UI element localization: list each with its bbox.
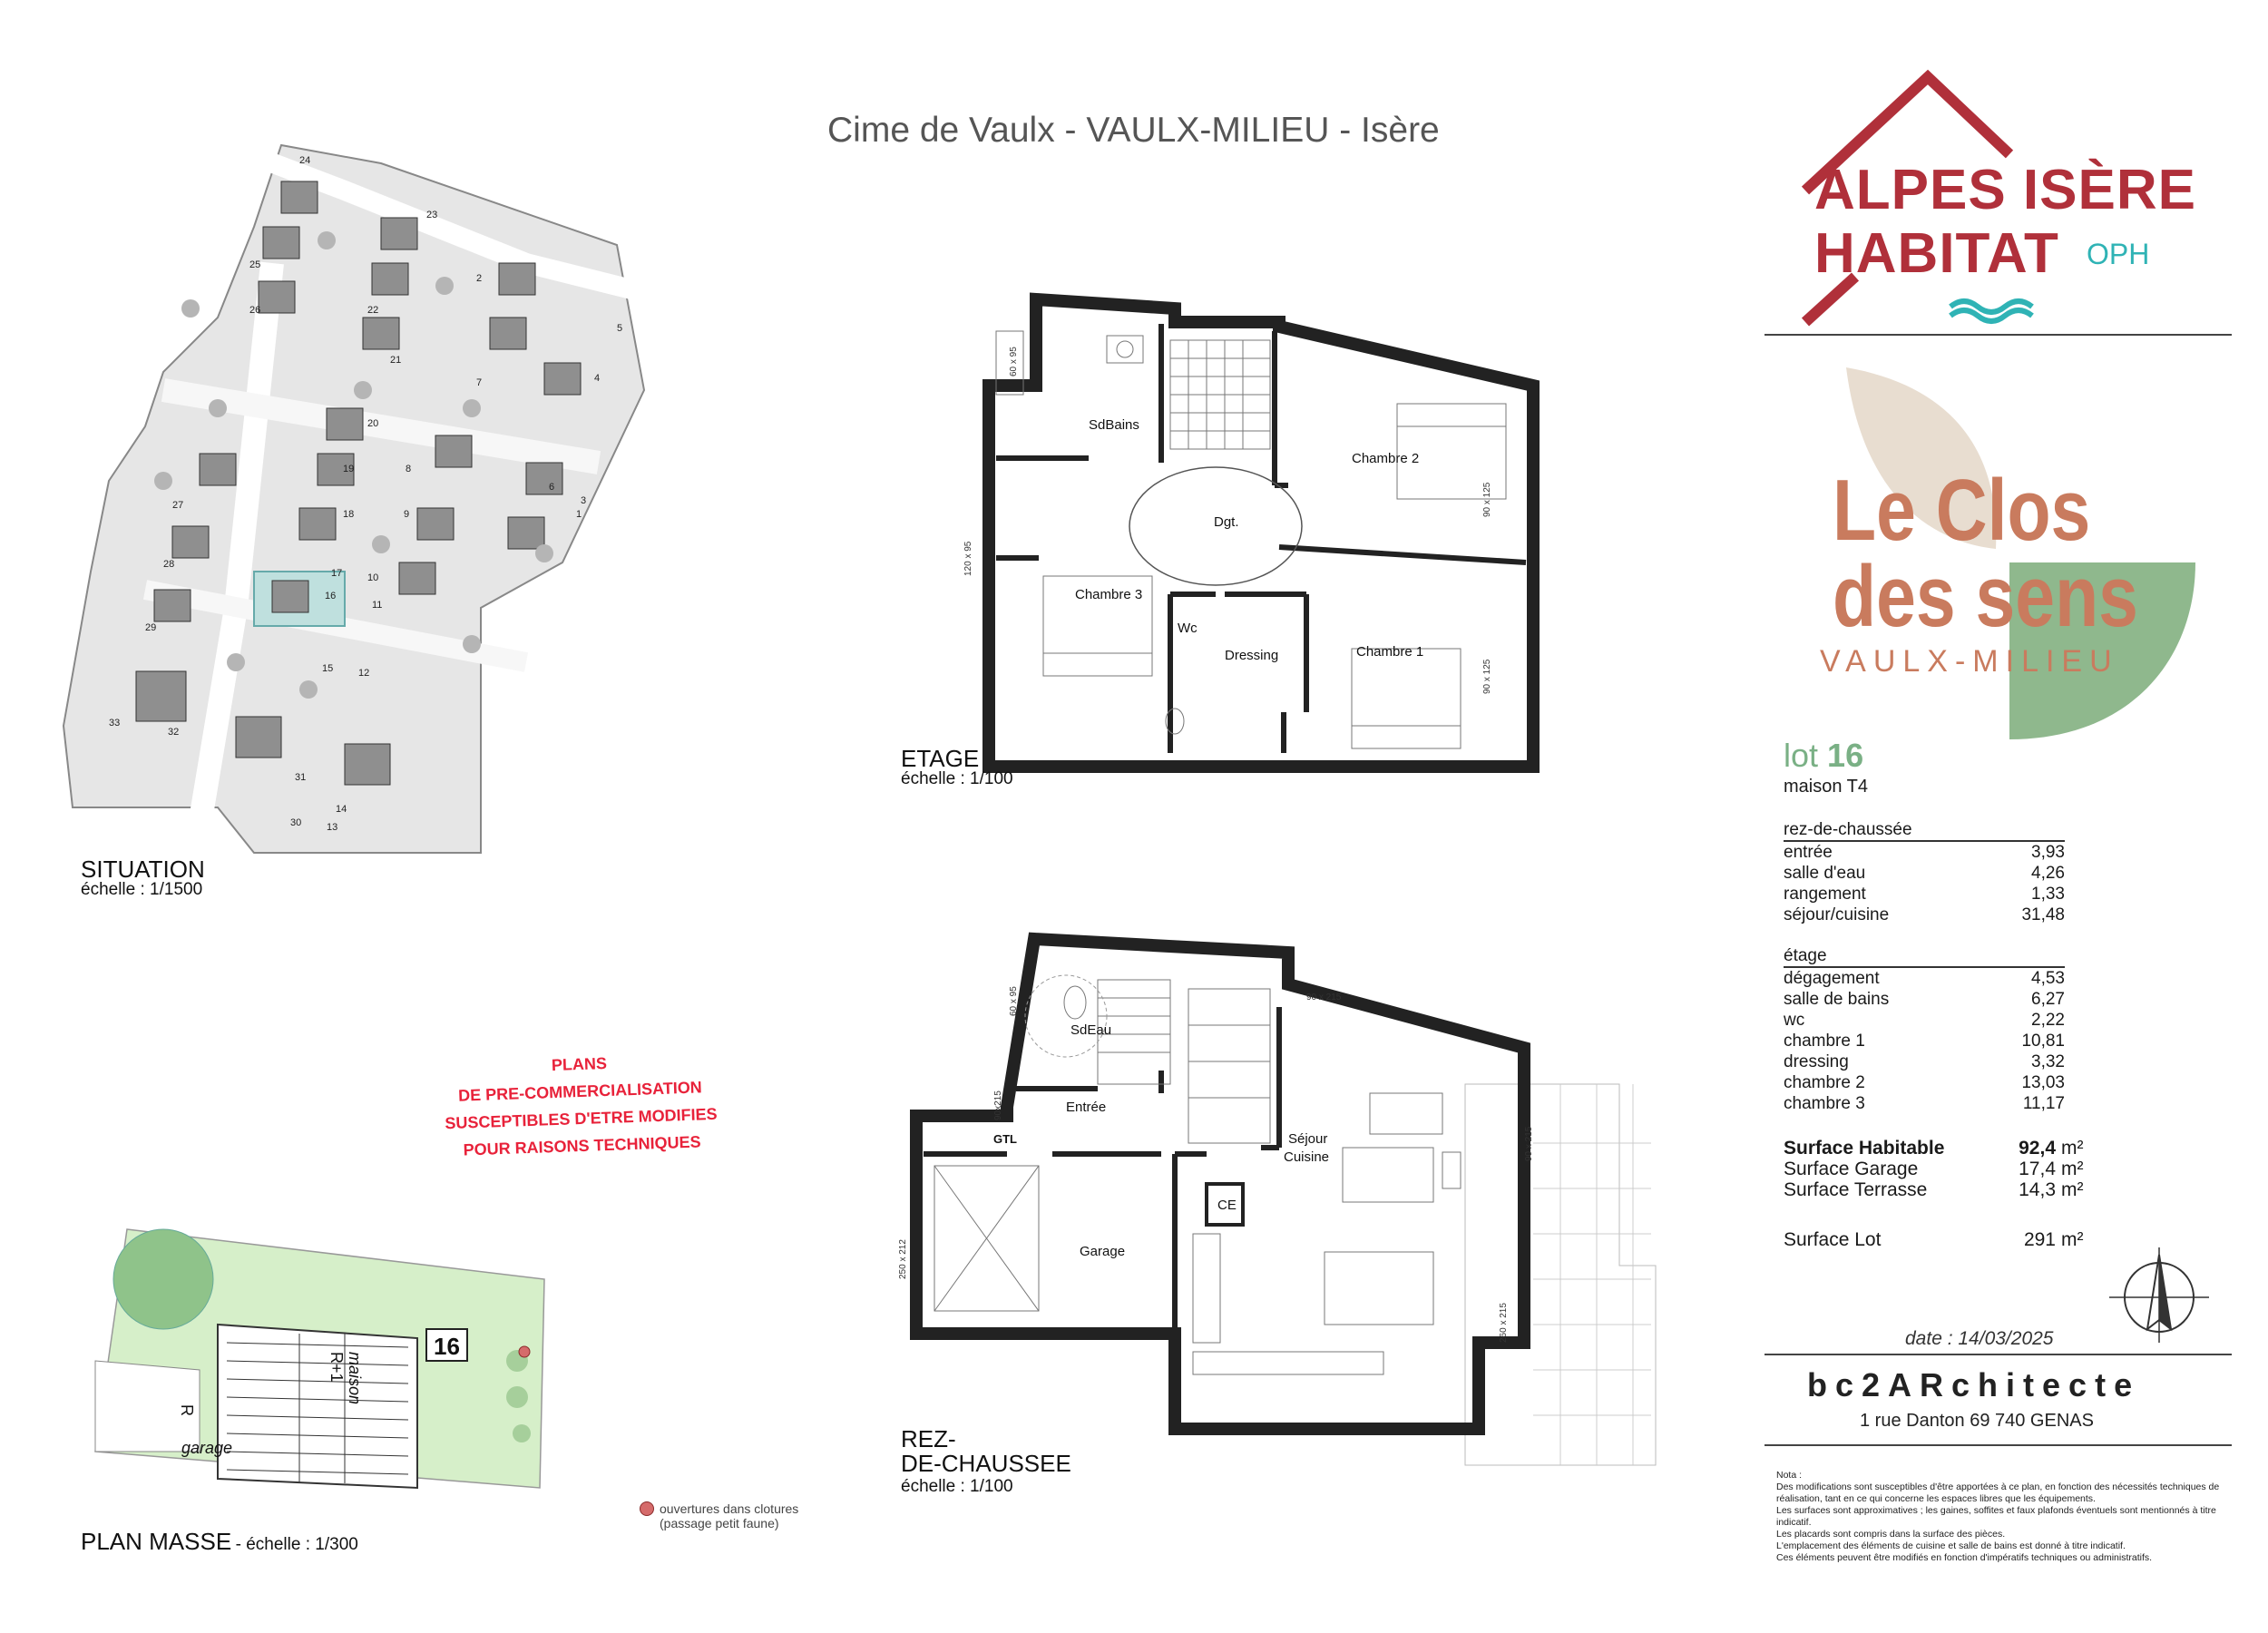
lot-word: lot bbox=[1784, 737, 1819, 774]
surface-label: chambre 3 bbox=[1784, 1094, 1865, 1113]
architect-address: 1 rue Danton 69 740 GENAS bbox=[1860, 1411, 2094, 1431]
summary-label: Surface Terrasse bbox=[1784, 1179, 1928, 1200]
situation-title: SITUATION bbox=[81, 856, 205, 883]
surface-label: dégagement bbox=[1784, 969, 1880, 988]
faune-legend bbox=[640, 1501, 798, 1530]
plan-masse-label-r1: R+1 bbox=[327, 1352, 346, 1383]
summary-unit: m² bbox=[2061, 1138, 2084, 1159]
summary-unit: m² bbox=[2061, 1159, 2084, 1179]
surface-value: 11,17 bbox=[2022, 1094, 2065, 1113]
summary-label: Surface Lot bbox=[1784, 1229, 1882, 1250]
table-row bbox=[1784, 968, 2065, 989]
table-row bbox=[1784, 1138, 2084, 1159]
legend-line-2: (passage petit faune) bbox=[660, 1516, 779, 1530]
svg-text:27: 27 bbox=[172, 500, 184, 511]
table-row bbox=[1784, 1159, 2084, 1179]
rdc-title-line-1: REZ- bbox=[901, 1425, 956, 1452]
nota-block bbox=[1776, 1470, 2239, 1564]
svg-text:28: 28 bbox=[163, 559, 175, 570]
etage-scale: échelle : 1/100 bbox=[901, 769, 1013, 788]
notice-line-2: DE PRE-COMMERCIALISATION bbox=[457, 1078, 703, 1105]
surface-value: 31,48 bbox=[2021, 905, 2065, 924]
svg-text:13: 13 bbox=[327, 822, 338, 833]
etage-title: ETAGE bbox=[901, 745, 980, 772]
table-row bbox=[1784, 1051, 2065, 1072]
svg-text:33: 33 bbox=[109, 718, 121, 728]
lot-number: 16 bbox=[1827, 737, 1864, 774]
svg-text:26: 26 bbox=[249, 305, 261, 316]
etage-floor-plan bbox=[953, 295, 1551, 776]
equip-ce: CE bbox=[1217, 1198, 1237, 1213]
svg-text:11: 11 bbox=[372, 600, 383, 611]
svg-text:19: 19 bbox=[343, 464, 355, 474]
dim-rdc-baie: 260 x 215 bbox=[1499, 1303, 1509, 1343]
north-arrow-icon bbox=[2109, 1247, 2209, 1347]
room-chambre-3: Chambre 3 bbox=[1075, 587, 1143, 602]
divider bbox=[1765, 1354, 2232, 1355]
svg-text:31: 31 bbox=[295, 772, 307, 783]
surface-label: salle de bains bbox=[1784, 990, 1890, 1009]
svg-text:1: 1 bbox=[576, 509, 582, 520]
table-row bbox=[1784, 842, 2065, 863]
svg-text:22: 22 bbox=[367, 305, 379, 316]
nota-line: Ces éléments peuvent être modifiés en fonction d'impératifs techniques ou administratifs. bbox=[1776, 1552, 2153, 1563]
summary-value: 291 bbox=[2023, 1229, 2056, 1250]
svg-text:7: 7 bbox=[476, 377, 483, 388]
legend-line-1: ouvertures dans clotures bbox=[660, 1501, 799, 1516]
summary-label: Surface Habitable bbox=[1784, 1138, 1945, 1159]
dim-rdc-door-2: 90x215 bbox=[993, 1090, 1003, 1120]
room-wc: Wc bbox=[1178, 621, 1198, 636]
plan-masse-lot-number: 16 bbox=[434, 1333, 460, 1360]
svg-text:24: 24 bbox=[299, 155, 311, 166]
surfaces-summary bbox=[1784, 1138, 2084, 1200]
table-row bbox=[1784, 989, 2065, 1010]
notice-line-3: SUSCEPTIBLES D'ETRE MODIFIES bbox=[445, 1104, 718, 1133]
lot-type: maison T4 bbox=[1784, 777, 1869, 797]
surface-value: 3,32 bbox=[2031, 1052, 2065, 1071]
svg-text:29: 29 bbox=[145, 622, 157, 633]
architect-name: bc2ARchitecte bbox=[1807, 1366, 2141, 1403]
svg-text:12: 12 bbox=[358, 668, 370, 679]
room-sdeau: SdEau bbox=[1070, 1022, 1112, 1038]
nota-line: L'emplacement des éléments de cuisine et salle de bains est donné à titre indicatif. bbox=[1776, 1540, 2126, 1551]
dim-rdc-window-2: 90 x 215 bbox=[1524, 1126, 1534, 1161]
surface-label: séjour/cuisine bbox=[1784, 905, 1890, 924]
svg-text:20: 20 bbox=[367, 418, 379, 429]
plan-date: date : 14/03/2025 bbox=[1905, 1328, 2054, 1349]
table-row bbox=[1784, 1031, 2065, 1051]
svg-text:2: 2 bbox=[476, 273, 483, 284]
divider bbox=[1765, 1444, 2232, 1446]
faune-opening-icon bbox=[640, 1501, 654, 1516]
svg-text:18: 18 bbox=[343, 509, 355, 520]
rdc-title bbox=[901, 1427, 1071, 1476]
room-sejour: Séjour bbox=[1288, 1131, 1328, 1147]
surface-label: entrée bbox=[1784, 843, 1833, 862]
programme-city: VAULX-MILIEU bbox=[1820, 644, 2119, 679]
dim-rdc-door-1: 90 x 215 bbox=[1306, 993, 1342, 1002]
svg-text:30: 30 bbox=[290, 817, 302, 828]
svg-text:16: 16 bbox=[325, 591, 337, 601]
svg-text:14: 14 bbox=[336, 804, 347, 815]
surface-value: 3,93 bbox=[2031, 843, 2065, 862]
surfaces-rdc bbox=[1784, 820, 2065, 925]
dim-etage-window-4: 90 x 125 bbox=[1482, 659, 1492, 694]
svg-text:6: 6 bbox=[549, 482, 555, 493]
svg-text:32: 32 bbox=[168, 727, 180, 738]
brand-line-1: ALPES ISÈRE bbox=[1814, 159, 2196, 221]
situation-scale: échelle : 1/1500 bbox=[81, 880, 203, 899]
summary-label: Surface Garage bbox=[1784, 1159, 1919, 1179]
brand-line-2: HABITAT bbox=[1814, 222, 2059, 285]
svg-text:5: 5 bbox=[617, 323, 623, 334]
svg-text:4: 4 bbox=[594, 373, 601, 384]
surface-label: wc bbox=[1784, 1011, 1805, 1030]
room-chambre-2: Chambre 2 bbox=[1352, 451, 1420, 466]
dim-rdc-garage-door: 250 x 212 bbox=[898, 1239, 908, 1279]
room-sdbains: SdBains bbox=[1089, 417, 1139, 433]
room-entree: Entrée bbox=[1066, 1100, 1107, 1115]
plan-masse-scale: - échelle : 1/300 bbox=[235, 1535, 358, 1554]
surface-label: chambre 2 bbox=[1784, 1073, 1865, 1092]
nota-line: Les surfaces sont approximatives ; les gaines, soffites et faux plafonds éventuels sont mentionnés à titre indicatif. bbox=[1776, 1505, 2216, 1528]
room-cuisine: Cuisine bbox=[1284, 1149, 1330, 1165]
summary-value: 14,3 bbox=[2019, 1179, 2056, 1200]
plan-masse-caption bbox=[81, 1528, 358, 1556]
surfaces-rdc-heading: rez-de-chaussée bbox=[1784, 820, 2065, 842]
surface-label: dressing bbox=[1784, 1052, 1849, 1071]
room-chambre-1: Chambre 1 bbox=[1356, 644, 1424, 660]
table-row bbox=[1784, 1010, 2065, 1031]
situation-site-plan bbox=[54, 136, 689, 880]
plan-masse-label-r: R bbox=[178, 1404, 196, 1416]
svg-text:10: 10 bbox=[367, 572, 379, 583]
lot-label bbox=[1784, 737, 1863, 775]
svg-text:21: 21 bbox=[390, 355, 402, 366]
svg-text:25: 25 bbox=[249, 259, 261, 270]
brand-suffix: OPH bbox=[2087, 238, 2150, 270]
plan-masse-label-maison: maison bbox=[346, 1352, 364, 1405]
divider bbox=[1765, 334, 2232, 336]
table-row bbox=[1784, 1179, 2084, 1200]
table-row bbox=[1784, 884, 2065, 905]
summary-value: 92,4 bbox=[2019, 1138, 2056, 1159]
room-garage: Garage bbox=[1080, 1244, 1126, 1259]
surface-value: 4,26 bbox=[2031, 864, 2065, 883]
document-title: Cime de Vaulx - VAULX-MILIEU - Isère bbox=[827, 111, 1440, 150]
svg-text:17: 17 bbox=[331, 568, 343, 579]
dim-etage-window-2: 90 x 125 bbox=[1482, 482, 1492, 517]
svg-text:9: 9 bbox=[404, 509, 410, 520]
rdc-title-line-2: DE-CHAUSSEE bbox=[901, 1450, 1071, 1477]
lot-surface bbox=[1784, 1229, 2084, 1250]
notice-line-4: POUR RAISONS TECHNIQUES bbox=[463, 1132, 701, 1159]
surface-value: 1,33 bbox=[2031, 885, 2065, 904]
svg-text:15: 15 bbox=[322, 663, 334, 674]
rdc-floor-plan bbox=[880, 916, 1669, 1479]
surface-value: 4,53 bbox=[2031, 969, 2065, 988]
surfaces-etage-heading: étage bbox=[1784, 946, 2065, 968]
surfaces-etage bbox=[1784, 946, 2065, 1114]
surface-label: chambre 1 bbox=[1784, 1032, 1865, 1051]
summary-unit: m² bbox=[2061, 1229, 2084, 1250]
rdc-scale: échelle : 1/100 bbox=[901, 1477, 1013, 1496]
svg-text:3: 3 bbox=[581, 495, 587, 506]
plan-masse-title: PLAN MASSE bbox=[81, 1528, 232, 1555]
notice-line-1: PLANS bbox=[551, 1053, 608, 1075]
surface-value: 13,03 bbox=[2021, 1073, 2065, 1092]
room-dgt: Dgt. bbox=[1214, 514, 1239, 530]
table-row bbox=[1784, 863, 2065, 884]
room-dressing: Dressing bbox=[1225, 648, 1279, 663]
table-row bbox=[1784, 1093, 2065, 1114]
programme-line-2: des sens bbox=[1833, 548, 2138, 645]
pre-commercialisation-notice bbox=[415, 1045, 746, 1165]
equip-gtl: GTL bbox=[993, 1132, 1017, 1146]
table-row bbox=[1784, 1229, 2084, 1250]
summary-unit: m² bbox=[2061, 1179, 2084, 1200]
surface-value: 10,81 bbox=[2021, 1032, 2065, 1051]
summary-value: 17,4 bbox=[2019, 1159, 2056, 1179]
plan-masse-label-garage: garage bbox=[181, 1439, 233, 1457]
svg-text:8: 8 bbox=[406, 464, 412, 474]
surface-value: 6,27 bbox=[2031, 990, 2065, 1009]
programme-line-1: Le Clos bbox=[1833, 462, 2091, 559]
dim-etage-window-1: 60 x 95 bbox=[1009, 347, 1019, 376]
plan-masse bbox=[91, 1225, 544, 1497]
nota-line: Des modifications sont susceptibles d'être apportées à ce plan, en fonction des nécessités techniques de réalisation, tant en ce qui concerne les espaces libres que les équipements. bbox=[1776, 1481, 2220, 1504]
table-row bbox=[1784, 905, 2065, 925]
surface-value: 2,22 bbox=[2031, 1011, 2065, 1030]
dim-rdc-window-1: 60 x 95 bbox=[1009, 986, 1019, 1016]
nota-line: Les placards sont compris dans la surface des pièces. bbox=[1776, 1529, 2006, 1540]
surface-label: salle d'eau bbox=[1784, 864, 1866, 883]
surface-label: rangement bbox=[1784, 885, 1866, 904]
nota-heading: Nota : bbox=[1776, 1470, 1803, 1481]
svg-text:23: 23 bbox=[426, 210, 438, 220]
table-row bbox=[1784, 1072, 2065, 1093]
programme-name bbox=[1833, 462, 2138, 645]
dim-etage-window-3: 120 x 95 bbox=[963, 541, 973, 576]
